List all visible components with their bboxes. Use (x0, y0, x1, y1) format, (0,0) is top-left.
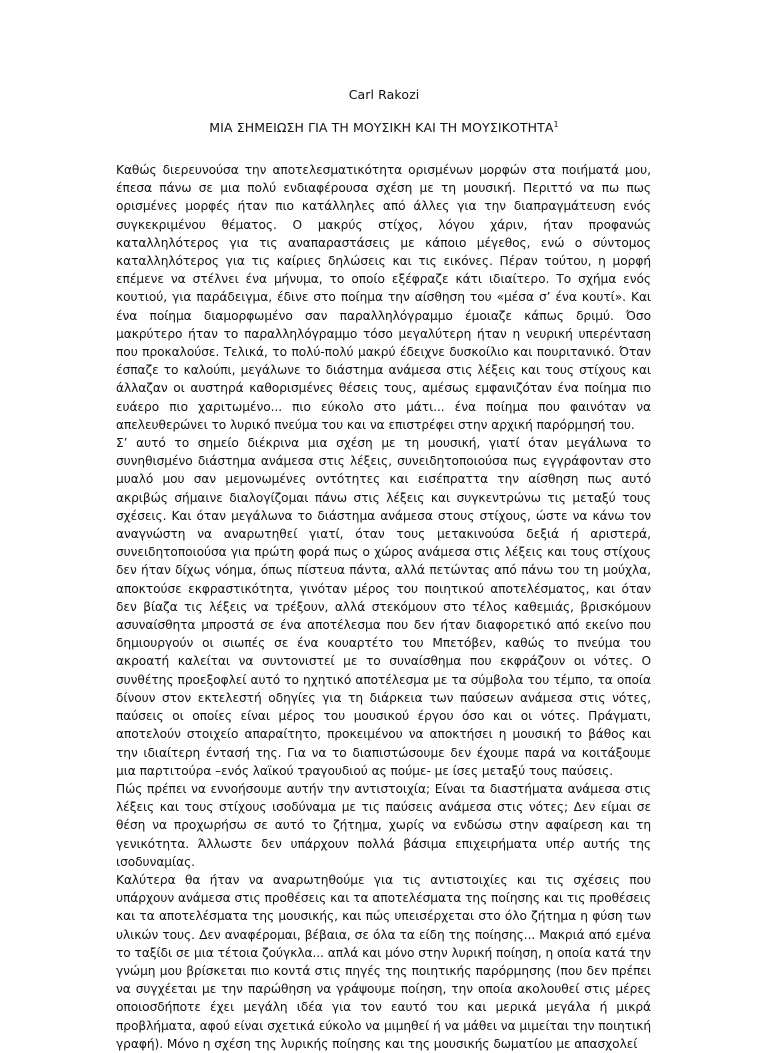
paragraph: Καθώς διερευνούσα την αποτελεσματικότητα ορισμένων μορφών στα ποιήματά μου, έπεσα πάνω σε μια πολύ ενδιαφέρουσα σχέση με τη μουσική. Περιττό να πω πως ορισμένες μορφές ήταν πιο κατάλληλες από άλλες για την διαπραγμάτευση ενός συγκεκριμένου θέματος. Ο μακρύς στίχος, λόγου χάριν, ήταν προφανώς καταλληλότερος για τις αναπαραστάσεις με κάποιο μέγεθος, ενώ ο σύντομος καταλληλότερος για τις καίριες δηλώσεις και τις εικόνες. Πέραν τούτου, η μορφή επέμενε να στέλνει ένα μήνυμα, το οποίο εξέφραζε κάτι ιδιαίτερο. Το σχήμα ενός κουτιού, για παράδειγμα, έδινε στο ποίημα την αίσθηση του «μέσα σ’ ένα κουτί». Και ένα ποίημα διαμορφωμένο σαν παραλληλόγραμμο έμοιαζε κάπως δριμύ. Όσο μακρύτερο ήταν το παραλληλόγραμμο τόσο μεγαλύτερη ήταν η νευρική υπερένταση που προκαλούσε. Τελικά, το πολύ-πολύ μακρύ έδειχνε δυσκοίλιο και πουριτανικό. Όταν έσπαζε το καλούπι, μεγάλωνε το διάστημα ανάμεσα στις λέξεις και τους στίχους και άλλαζαν οι αυστηρά καθορισμένες θέσεις τους, αμέσως εμφανιζόταν ένα ποίημα πιο ευάερο πιο χαριτωμένο... πιο εύκολο στο μάτι... ένα ποίημα που φαινόταν να απελευθερώνει το λυρικό πνεύμα του και να επιστρέφει στην αρχική παρόρμησή του. (116, 163, 651, 432)
paragraph: Πώς πρέπει να εννοήσουμε αυτήν την αντιστοιχία; Είναι τα διαστήματα ανάμεσα στις λέξεις και τους στίχους ισοδύναμα με τις παύσεις ανάμεσα στις νότες; Δεν είμαι σε θέση να προχωρήσω σε αυτό το ζήτημα, χωρίς να ενδώσω στην αφαίρεση και τη γενικότητα. Άλλωστε δεν υπάρχουν πολλά βάσιμα επιχειρήματα υπέρ αυτής της ισοδυναμίας. (116, 781, 651, 869)
paragraph: Σ’ αυτό το σημείο διέκρινα μια σχέση με τη μουσική, γιατί όταν μεγάλωνα το συνηθισμένο διάστημα ανάμεσα στις λέξεις, συνειδητοποιούσα πως εγγράφονταν στο μυαλό μου σαν μεμονωμένες οντότητες και εισέπραττα την αίσθηση πως αυτό ακριβώς σήμαινε διαλογίζομαι πάνω στις λέξεις και συγκεντρώνω τις μεταξύ τους σχέσεις. Και όταν μεγάλωνα το διάστημα ανάμεσα στους στίχους, ώστε να κάνω τον αναγνώστη να αναρωτηθεί γιατί, όταν τους μετακινούσα δεξιά ή αριστερά, συνειδητοποιούσα για πρώτη φορά πως ο χώρος ανάμεσα στις λέξεις και τους στίχους δεν ήταν δίχως νόημα, όπως πίστευα πάντα, αλλά πετώντας από πάνω του τη μούχλα, αποκτούσε εκφραστικότητα, γινόταν μέρος του ποιητικού αποτελέσματος, και όταν δεν βίαζα τις λέξεις να τρέξουν, αλλά στεκόμουν στο τέλος καθεμιάς, βρισκόμουν ασυναίσθητα μπροστά σε ένα αποτέλεσμα που δεν ήταν διαφορετικό από εκείνο που δημιουργούν οι σιωπές σε ένα κουαρτέτο του Μπετόβεν, καθώς το πνεύμα του ακροατή καλείται να συντονιστεί με το συναίσθημα που εκφράζουν οι νότες. Ο συνθέτης προεξοφλεί αυτό το ηχητικό αποτέλεσμα με τα σύμβολα του τέμπο, τα οποία δίνουν στον εκτελεστή οδηγίες για τη διάρκεια των παύσεων ανάμεσα στις νότες, παύσεις οι οποίες είναι μέρος του μουσικού έργου όσο και οι νότες. Πράγματι, αποτελούν στοιχείο απαραίτητο, προκειμένου να αποκτήσει η μουσική το βάθος και την ιδιαίτερη έντασή της. Για να το διαπιστώσουμε δεν έχουμε παρά να κοιτάξουμε μια παρτιτούρα –ενός λαϊκού τραγουδιού ας πούμε- με ίσες μεταξύ τους παύσεις. (116, 436, 651, 778)
paragraph: Καλύτερα θα ήταν να αναρωτηθούμε για τις αντιστοιχίες και τις σχέσεις που υπάρχουν ανάμεσα στις προθέσεις και τα αποτελέσματα της ποίησης και τις προθέσεις και τα αποτελέσματα της μουσικής, και πώς υπεισέρχεται στο όλο ζήτημα η φύση των υλικών τους. Δεν αναφέρομαι, βέβαια, σε όλα τα είδη της ποίησης... Μακριά από εμένα το ταξίδι σε μια τέτοια ζούγκλα... απλά και μόνο στην λυρική ποίηση, η οποία κατά την γνώμη μου βρίσκεται πιο κοντά στις πηγές της ποιητικής παρόρμησης (που δεν πρέπει να συγχέεται με την παρώθηση να γράψουμε ποίηση, την οποία ακολουθεί στις μέρες οποιοσδήποτε έχει μεγάλη ιδέα για τον εαυτό του και μερικά μεγάλα ή μικρά προβλήματα, αφού είναι σχετικά εύκολο να μιμηθεί ή να μάθει να μιμείται την ποιητική γραφή). Μόνο η σχέση της λυρικής ποίησης και της μουσικής δωματίου με απασχολεί (116, 872, 651, 1051)
footnote-reference: 1 (553, 119, 559, 129)
document-title (0, 120, 768, 135)
title-text: ΜΙΑ ΣΗΜΕΙΩΣΗ ΓΙΑ ΤΗ ΜΟΥΣΙΚΗ ΚΑΙ ΤΗ ΜΟΥΣΙΚΟΤΗΤΑ (209, 120, 554, 135)
body-text (116, 161, 651, 1053)
author-name: Carl Rakozi (348, 87, 420, 102)
